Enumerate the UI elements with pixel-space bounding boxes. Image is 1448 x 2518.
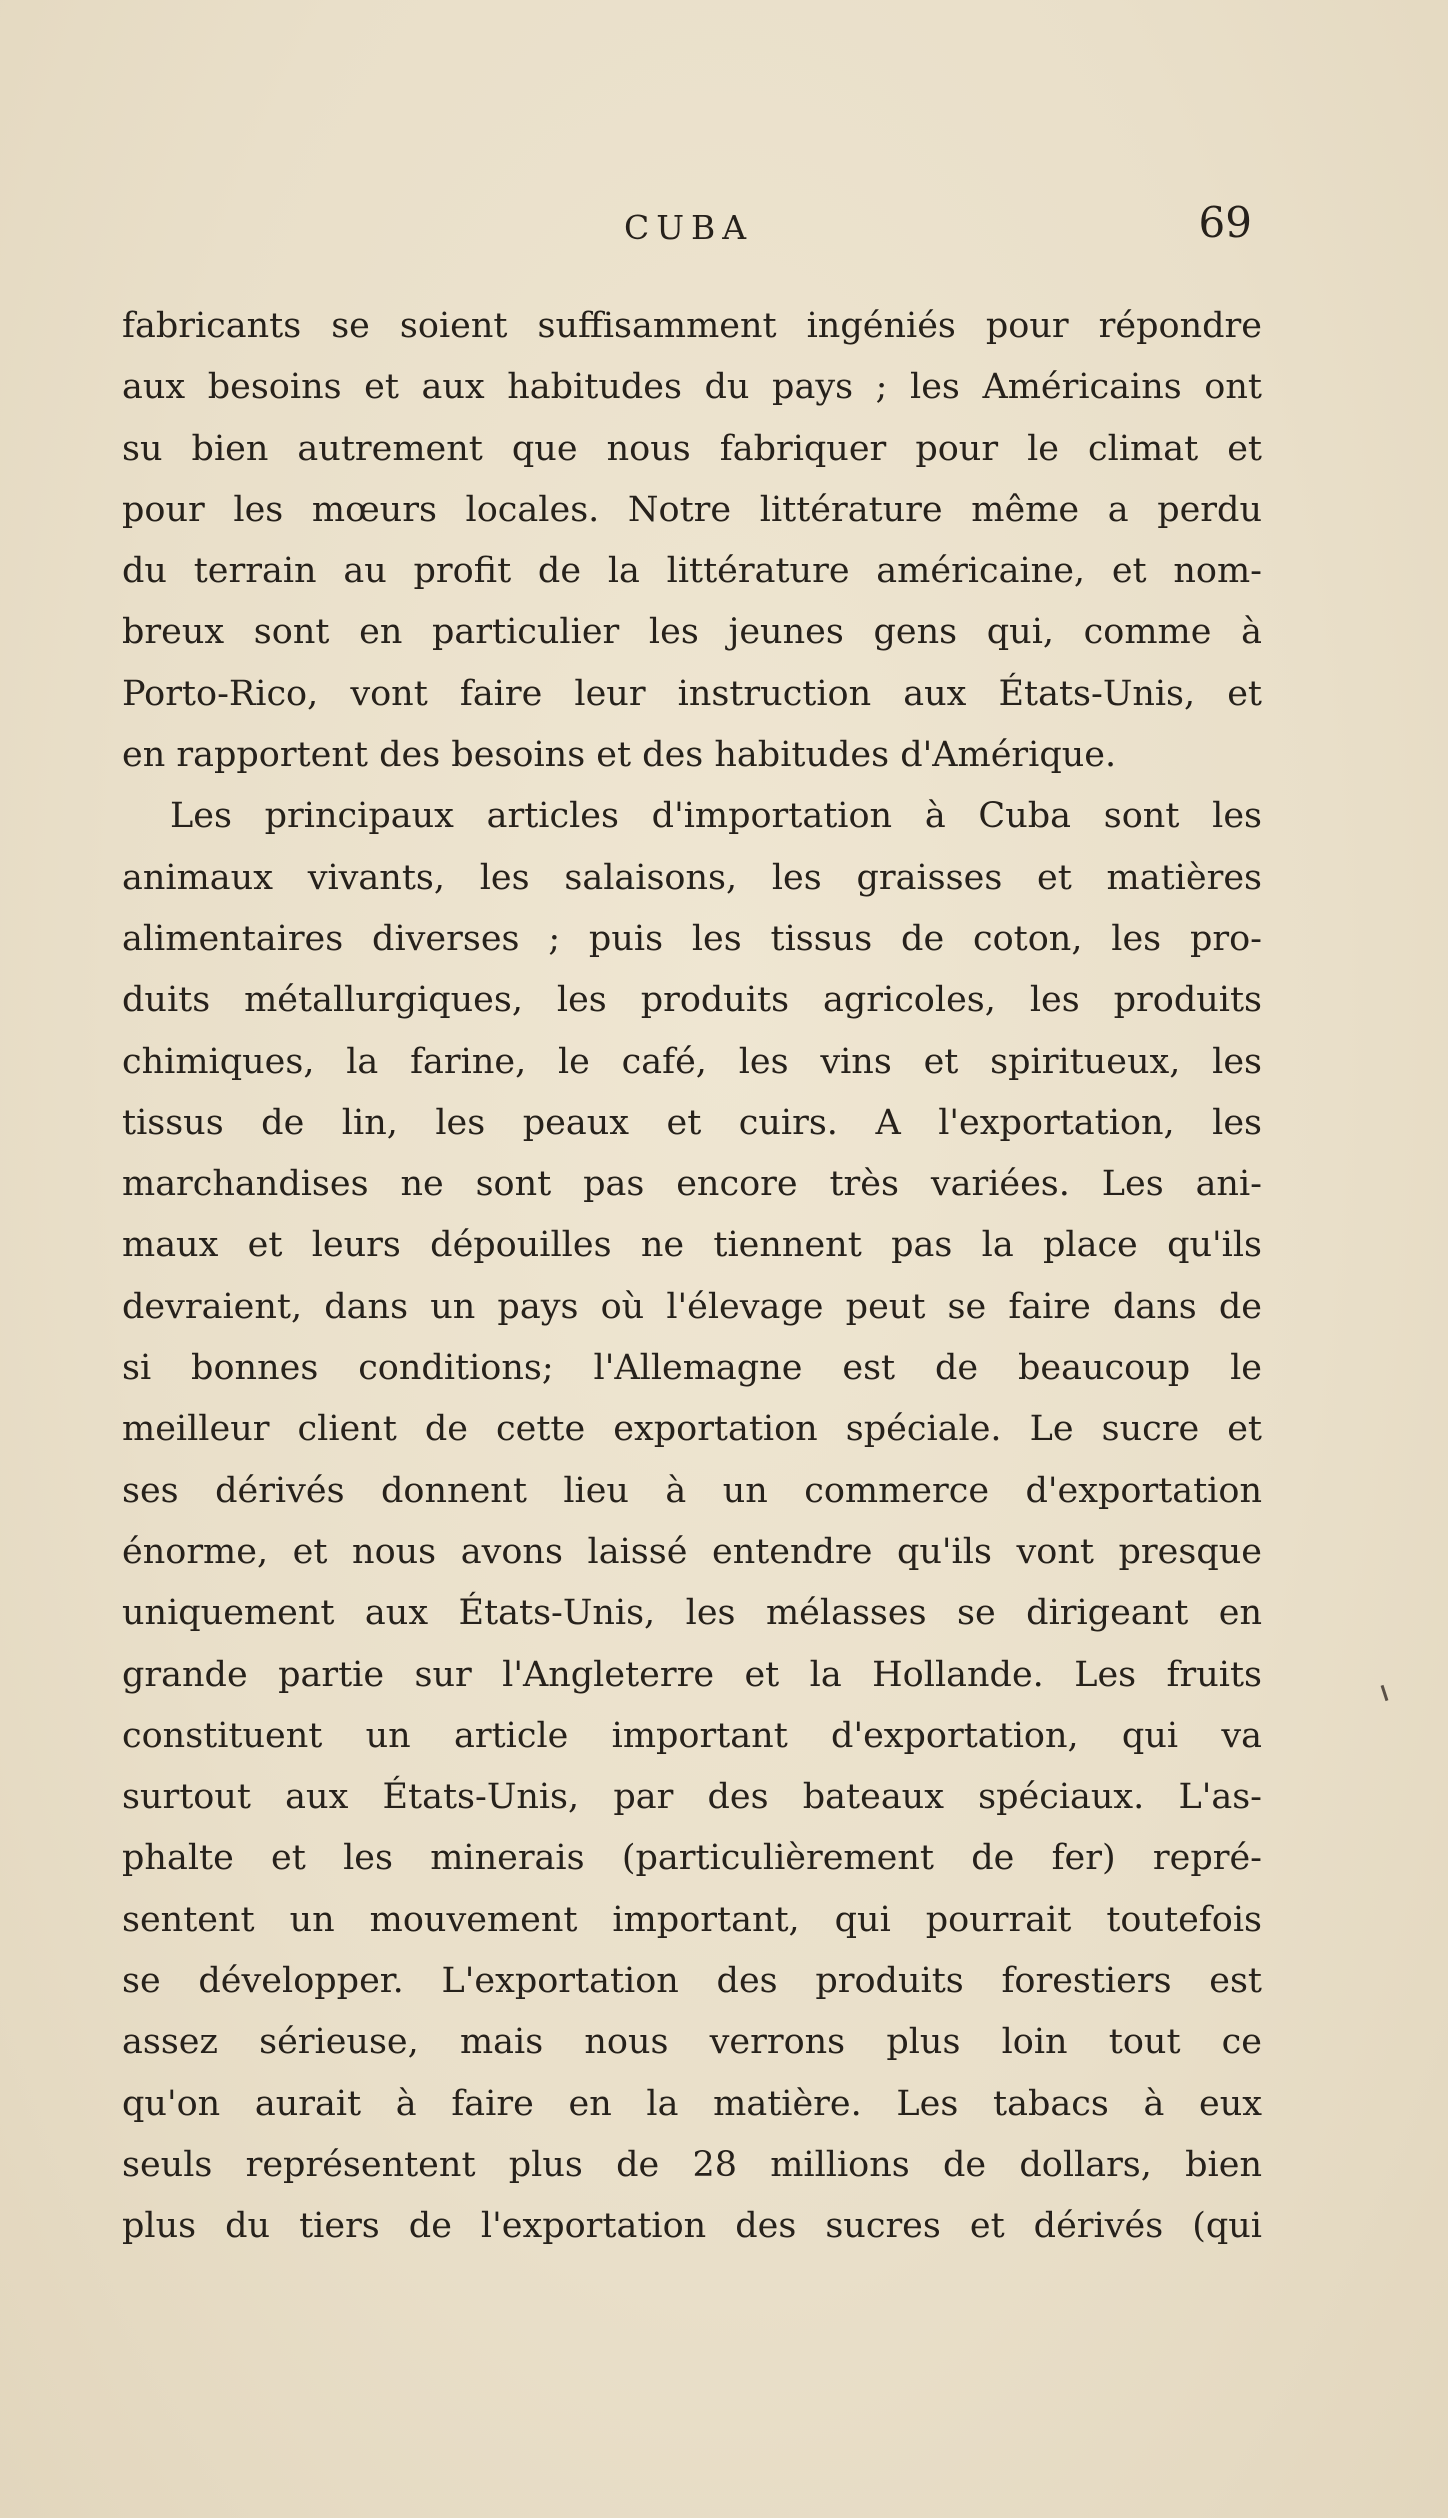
text-line: marchandises ne sont pas encore très variées. Les ani- bbox=[122, 1164, 1262, 1205]
text-line: animaux vivants, les salaisons, les graisses et matières bbox=[122, 857, 1262, 898]
text-line: grande partie sur l'Angleterre et la Hollande. Les fruits bbox=[122, 1654, 1262, 1695]
text-line: en rapportent des besoins et des habitudes d'Amérique. bbox=[122, 735, 1117, 776]
text-line: phalte et les minerais (particulièrement de fer) repré- bbox=[122, 1838, 1262, 1879]
body-text bbox=[122, 296, 1262, 2258]
text-line: pour les mœurs locales. Notre littérature même a perdu bbox=[122, 489, 1262, 530]
text-line: aux besoins et aux habitudes du pays ; les Américains ont bbox=[122, 367, 1262, 408]
stray-ink-mark bbox=[1381, 1685, 1389, 1701]
page-number: 69 bbox=[1198, 198, 1252, 247]
text-line: se développer. L'exportation des produits forestiers est bbox=[122, 1961, 1262, 2002]
text-line: ses dérivés donnent lieu à un commerce d'exportation bbox=[122, 1470, 1262, 1511]
text-line: si bonnes conditions; l'Allemagne est de beaucoup le bbox=[122, 1348, 1262, 1389]
text-line: constituent un article important d'exportation, qui va bbox=[122, 1715, 1262, 1756]
text-line: tissus de lin, les peaux et cuirs. A l'exportation, les bbox=[122, 1102, 1262, 1143]
text-line: du terrain au profit de la littérature américaine, et nom- bbox=[122, 551, 1262, 592]
running-head bbox=[0, 198, 1448, 254]
text-line: énorme, et nous avons laissé entendre qu'ils vont presque bbox=[122, 1531, 1262, 1572]
text-line: alimentaires diverses ; puis les tissus de coton, les pro- bbox=[122, 918, 1262, 959]
text-line: uniquement aux États-Unis, les mélasses se dirigeant en bbox=[122, 1593, 1262, 1634]
text-line: meilleur client de cette exportation spéciale. Le sucre et bbox=[122, 1409, 1262, 1450]
text-line: devraient, dans un pays où l'élevage peut se faire dans de bbox=[122, 1286, 1262, 1327]
text-line: maux et leurs dépouilles ne tiennent pas la place qu'ils bbox=[122, 1225, 1262, 1266]
text-line: Porto-Rico, vont faire leur instruction aux États-Unis, et bbox=[122, 673, 1262, 714]
text-line: plus du tiers de l'exportation des sucres et dérivés (qui bbox=[122, 2206, 1262, 2247]
text-line: surtout aux États-Unis, par des bateaux spéciaux. L'as- bbox=[122, 1777, 1262, 1818]
text-line: fabricants se soient suffisamment ingéniés pour répondre bbox=[122, 306, 1262, 346]
text-line: sentent un mouvement important, qui pourrait toutefois bbox=[122, 1899, 1262, 1940]
text-line: Les principaux articles d'importation à Cuba sont les bbox=[170, 796, 1262, 837]
text-line: su bien autrement que nous fabriquer pour le climat et bbox=[122, 428, 1262, 469]
text-line: breux sont en particulier les jeunes gens qui, comme à bbox=[122, 612, 1262, 653]
text-line: seuls représentent plus de 28 millions de dollars, bien bbox=[122, 2144, 1262, 2185]
text-line: duits métallurgiques, les produits agricoles, les produits bbox=[122, 980, 1262, 1021]
text-line: assez sérieuse, mais nous verrons plus loin tout ce bbox=[122, 2022, 1262, 2063]
text-line: qu'on aurait à faire en la matière. Les tabacs à eux bbox=[122, 2083, 1262, 2124]
text-line: chimiques, la farine, le café, les vins et spiritueux, les bbox=[122, 1041, 1262, 1082]
running-title: CUBA bbox=[624, 208, 754, 247]
